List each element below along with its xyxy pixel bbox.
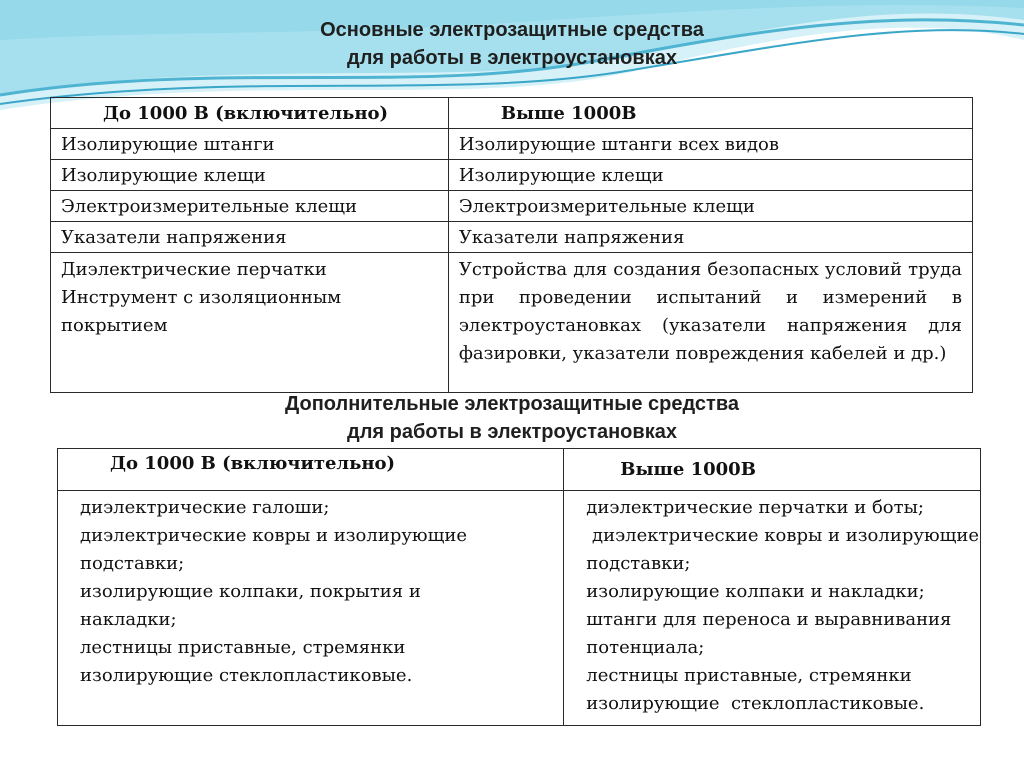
cell-left: Изолирующие штанги	[51, 129, 449, 160]
cell-right: Указатели напряжения	[448, 222, 972, 253]
cell-left-multiline	[51, 253, 449, 393]
main-means-table	[50, 97, 973, 393]
cell-left-list	[58, 491, 564, 726]
cell-line: Инструмент с изоляционным	[61, 287, 342, 308]
table-header-row	[51, 98, 973, 129]
table-header-row	[58, 449, 981, 491]
list-item: диэлектрические галоши;	[80, 497, 330, 518]
cell-left: Указатели напряжения	[51, 222, 449, 253]
main-title-line2: для работы в электроустановках	[347, 47, 677, 69]
list-item: штанги для переноса и выравнивания	[586, 609, 952, 630]
list-item: лестницы приставные, стремянки	[586, 665, 912, 686]
table-row	[51, 191, 973, 222]
header-up-to-1000v: До 1000 В (включительно)	[51, 98, 449, 129]
cell-right-multiline: Устройства для создания безопасных условий труда при проведении испытаний и измерений в электроустановках (указатели напряжения для фазировки, указатели повреждения кабелей и др.)	[448, 253, 972, 393]
cell-line: Диэлектрические перчатки	[61, 259, 327, 280]
additional-means-table	[57, 448, 981, 726]
additional-section-title	[0, 390, 1024, 446]
cell-right: Изолирующие штанги всех видов	[448, 129, 972, 160]
list-item: накладки;	[80, 609, 177, 630]
list-item: изолирующие стеклопластиковые.	[80, 665, 413, 686]
cell-right: Изолирующие клещи	[448, 160, 972, 191]
header-above-1000v: Выше 1000В	[564, 449, 981, 491]
list-item: диэлектрические ковры и изолирующие	[80, 525, 467, 546]
cell-line: покрытием	[61, 315, 168, 336]
cell-right: Электроизмерительные клещи	[448, 191, 972, 222]
list-item: потенциала;	[586, 637, 705, 658]
main-section-title	[0, 16, 1024, 72]
list-item: диэлектрические ковры и изолирующие	[586, 525, 979, 546]
list-item: изолирующие стеклопластиковые.	[586, 693, 925, 714]
table-row	[58, 491, 981, 726]
table-row	[51, 160, 973, 191]
list-item: диэлектрические перчатки и боты;	[586, 497, 924, 518]
cell-right-list	[564, 491, 981, 726]
additional-title-line1: Дополнительные электрозащитные средства	[284, 393, 739, 415]
main-title-line1: Основные электрозащитные средства	[320, 19, 704, 41]
additional-title-line2: для работы в электроустановках	[347, 421, 677, 443]
list-item: подставки;	[586, 553, 691, 574]
table-row	[51, 222, 973, 253]
list-item: изолирующие колпаки и накладки;	[586, 581, 925, 602]
table-row	[51, 253, 973, 393]
list-item: изолирующие колпаки, покрытия и	[80, 581, 421, 602]
header-above-1000v: Выше 1000В	[448, 98, 972, 129]
cell-left: Изолирующие клещи	[51, 160, 449, 191]
cell-left: Электроизмерительные клещи	[51, 191, 449, 222]
list-item: подставки;	[80, 553, 185, 574]
header-up-to-1000v: До 1000 В (включительно)	[58, 449, 564, 491]
list-item: лестницы приставные, стремянки	[80, 637, 406, 658]
table-row	[51, 129, 973, 160]
